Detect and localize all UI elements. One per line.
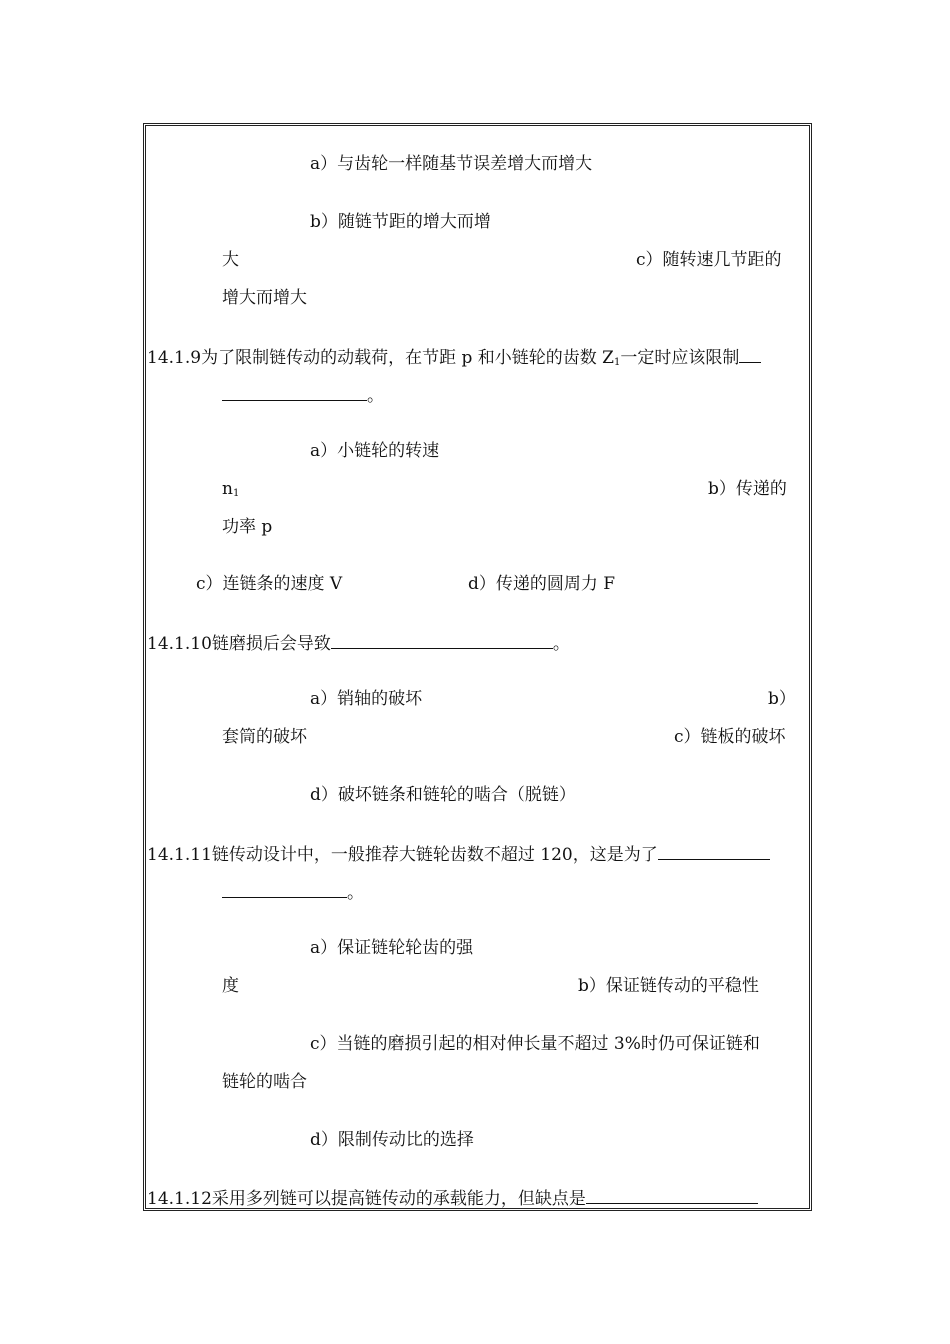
q10-option-b: b） (768, 689, 796, 709)
answer-blank (331, 632, 553, 649)
question-text-end: 一定时应该限制 (620, 348, 740, 368)
q9-option-a-continued (222, 479, 239, 504)
q11-option-b: b）保证链传动的平稳性 (578, 976, 759, 996)
q11-option-d: d）限制传动比的选择 (310, 1130, 474, 1150)
subscript: 1 (613, 357, 621, 368)
q8-option-c-continued: 增大而增大 (222, 288, 307, 308)
q10-stem (147, 632, 570, 654)
answer-blank (739, 346, 761, 363)
q11-option-c-continued: 链轮的啮合 (222, 1072, 307, 1092)
answer-blank (222, 384, 367, 401)
q11-option-a-continued: 度 (222, 976, 239, 996)
q9-option-a: a）小链轮的转速 (310, 441, 440, 461)
q11-blank-line (222, 881, 364, 903)
q8-option-a: a）与齿轮一样随基节误差增大而增大 (310, 154, 593, 174)
q10-option-c: c）链板的破坏 (674, 727, 786, 747)
q9-stem (147, 346, 761, 373)
question-number: 14.1.9 (147, 348, 202, 368)
q9-option-b: b）传递的 (708, 479, 787, 499)
q10-option-d: d）破坏链条和链轮的啮合（脱链） (310, 785, 576, 805)
question-number: 14.1.10 (147, 634, 212, 654)
question-text: 为了限制链传动的动载荷，在节距 p 和小链轮的齿数 Z (201, 348, 614, 368)
q9-option-d: d）传递的圆周力 F (468, 574, 616, 594)
q8-option-b: b）随链节距的增大而增 (310, 212, 491, 232)
question-text: 链磨损后会导致 (211, 634, 331, 654)
q9-blank-line (222, 384, 384, 406)
q11-option-c: c）当链的磨损引起的相对伸长量不超过 3%时仍可保证链和 (310, 1034, 760, 1054)
question-text: 链传动设计中，一般推荐大链轮齿数不超过 120，这是为了 (211, 845, 658, 865)
subscript: 1 (232, 488, 240, 499)
period: 。 (347, 883, 364, 903)
answer-blank (658, 843, 770, 860)
symbol-n: n (222, 479, 233, 499)
question-number: 14.1.11 (147, 845, 212, 865)
q8-option-c: c）随转速几节距的 (636, 250, 782, 270)
q9-option-c: c）连链条的速度 V (196, 574, 343, 594)
answer-blank (222, 881, 347, 898)
answer-blank (586, 1187, 758, 1204)
period: 。 (367, 386, 384, 406)
q10-option-a: a）销轴的破坏 (310, 689, 423, 709)
q8-option-b-continued: 大 (222, 250, 239, 270)
q9-option-b-continued: 功率 p (222, 517, 273, 537)
q10-option-b-continued: 套筒的破坏 (222, 727, 307, 747)
question-text: 采用多列链可以提高链传动的承载能力，但缺点是 (211, 1189, 586, 1209)
q12-stem (147, 1187, 758, 1209)
q11-option-a: a）保证链轮轮齿的强 (310, 938, 474, 958)
question-number: 14.1.12 (147, 1189, 212, 1209)
q11-stem (147, 843, 770, 865)
period: 。 (552, 634, 570, 654)
